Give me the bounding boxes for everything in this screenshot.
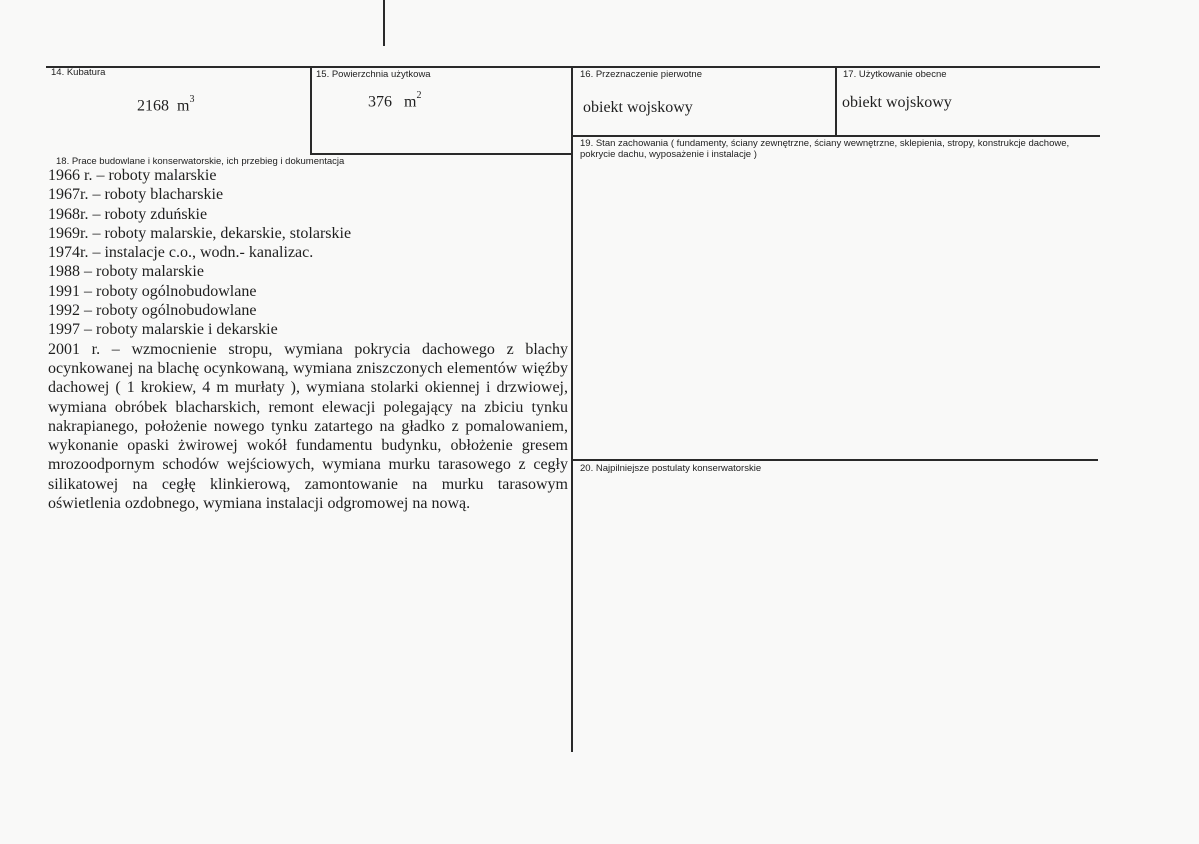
divider-16-17 bbox=[835, 66, 837, 136]
field-14-value bbox=[137, 96, 194, 115]
main-divider bbox=[571, 66, 573, 752]
work-entry: 1968r. – roboty zduńskie bbox=[48, 205, 208, 223]
field-15-unit-exp: 2 bbox=[416, 90, 422, 101]
field-18-content bbox=[48, 166, 568, 513]
field-14-number: 2168 bbox=[137, 97, 169, 115]
work-entry: 1967r. – roboty blacharskie bbox=[48, 186, 224, 204]
rule-above-20 bbox=[571, 459, 1098, 461]
field-16-label: 16. Przeznaczenie pierwotne bbox=[580, 69, 702, 80]
rule-under-14-15 bbox=[310, 153, 572, 155]
field-19-label-text: 19. Stan zachowania ( fundamenty, ściany zewnętrzne, ściany wewnętrzne, sklepienia, stropy, konstrukcje dachowe, pokrycie dachu, wyposażenie i instalacje ) bbox=[580, 138, 1070, 160]
field-15-unit: m bbox=[404, 93, 417, 111]
field-18-label: 18. Prace budowlane i konserwatorskie, ich przebieg i dokumentacja bbox=[56, 156, 345, 167]
field-15-number: 376 bbox=[368, 93, 392, 111]
field-14-unit: m bbox=[177, 97, 190, 115]
field-19-label bbox=[580, 138, 1080, 160]
divider-14-15 bbox=[310, 66, 312, 154]
work-entry-2001: 2001 r. – wzmocnienie stropu, wymiana pokrycia dachowego z blachy ocynkowanej na blachę ocynkowaną, wymiana zniszczonych elementów więźby dachowej ( 1 krokiew, 4 m murłaty ), wymiana stolarki okiennej i drzwiowej, wymiana obróbek blacharskich, remont elewacji polegający na zbiciu tynku nakrapianego, położenie nowego tynku zatartego na gładko z pomalowaniem, wykonanie opaski żwirowej wokół fundamentu budynku, obłożenie gresem mrozoodpornym schodów wejściowych, wymiana murku tarasowego z cegły silikatowej na cegłę klinkierową, zamontowanie na murku tarasowym oświetlenia ozdobnego, wymiana instalacji odgromowej na nową. bbox=[48, 340, 568, 513]
field-17-value: obiekt wojskowy bbox=[842, 94, 952, 111]
work-entry: 1988 – roboty malarskie bbox=[48, 263, 204, 281]
top-fold-line bbox=[383, 0, 385, 46]
work-entry: 1992 – roboty ogólnobudowlane bbox=[48, 302, 257, 320]
top-rule bbox=[46, 66, 1100, 68]
field-17-label: 17. Użytkowanie obecne bbox=[843, 69, 947, 80]
work-entry: 1966 r. – roboty malarskie bbox=[48, 167, 217, 184]
rule-under-16-17 bbox=[571, 135, 1100, 137]
work-entry: 1974r. – instalacje c.o., wodn.- kanalizac. bbox=[48, 244, 314, 262]
field-14-label: 14. Kubatura bbox=[51, 67, 106, 78]
field-20-label: 20. Najpilniejsze postulaty konserwatorskie bbox=[580, 463, 762, 474]
field-16-value: obiekt wojskowy bbox=[583, 99, 693, 116]
field-14-unit-exp: 3 bbox=[189, 94, 195, 105]
work-entry: 1969r. – roboty malarskie, dekarskie, stolarskie bbox=[48, 224, 352, 242]
field-15-label: 15. Powierzchnia użytkowa bbox=[316, 69, 431, 80]
work-entry: 1997 – roboty malarskie i dekarskie bbox=[48, 321, 278, 339]
work-entry: 1991 – roboty ogólnobudowlane bbox=[48, 282, 257, 300]
field-15-value bbox=[368, 92, 421, 111]
